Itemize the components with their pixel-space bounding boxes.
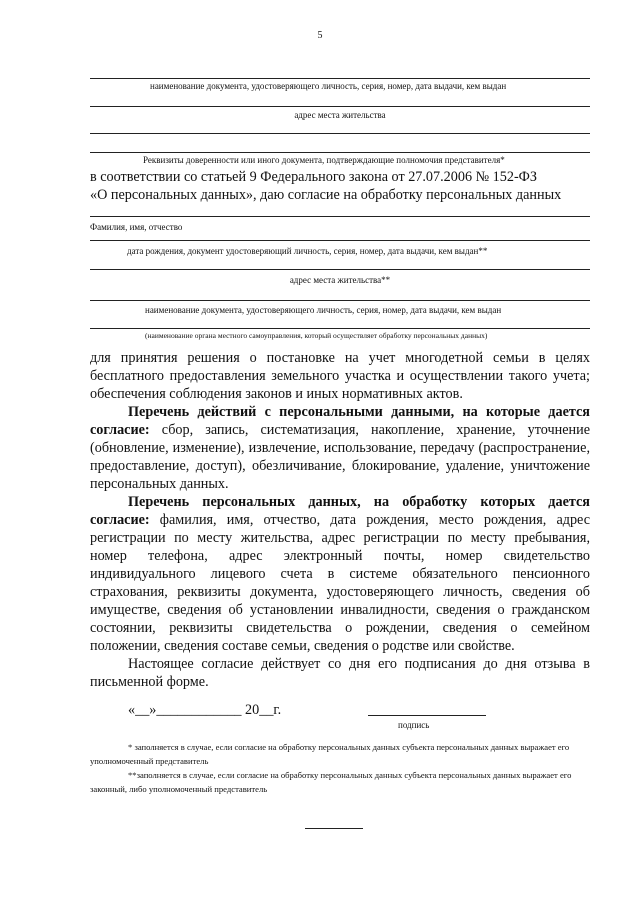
validity-paragraph: Настоящее согласие действует со дня его подписания до дня отзыва в письменной форме. [90, 656, 590, 690]
caption-birth-doc: дата рождения, документ удостоверяющий личность, серия, номер, дата выдачи, кем выдан** [127, 246, 488, 256]
law-line-1: в соответствии со статьей 9 Федерального закона от 27.07.2006 № 152-ФЗ [90, 169, 537, 185]
fill-line [90, 328, 590, 329]
fill-line [90, 133, 590, 134]
law-line-2: «О персональных данных», даю согласие на обработку персональных данных [90, 187, 562, 203]
caption-doc-identity: наименование документа, удостоверяющего личность, серия, номер, дата выдачи, кем выдан [150, 81, 507, 91]
caption-address-2: адрес места жительства** [289, 275, 391, 285]
consent-body [90, 349, 590, 691]
fill-line [90, 216, 590, 217]
fill-line [90, 240, 590, 241]
caption-fio: Фамилия, имя, отчество [90, 222, 183, 232]
fill-line [90, 106, 590, 107]
date-line: «__»____________ 20__г. [128, 702, 282, 718]
caption-address: адрес места жительства [294, 110, 386, 120]
fill-line [90, 152, 590, 153]
actions-heading: Перечень действий с персональными данными, на которые дается согласие: [90, 404, 590, 438]
actions-paragraph [90, 403, 590, 493]
data-heading: Перечень персональных данных, на обработку которых дается согласие: [90, 494, 590, 528]
fill-line [90, 269, 590, 270]
caption-signature: подпись [398, 720, 430, 730]
law-reference [90, 168, 590, 204]
end-line [305, 828, 363, 829]
purpose-paragraph: для принятия решения о постановке на учет многодетной семьи в целях бесплатного предоставления земельного участка и осуществлении такого учета; обеспечения соблюдения законов и иных нормативных актов. [90, 350, 590, 402]
fill-line [90, 78, 590, 79]
caption-doc-identity-2: наименование документа, удостоверяющего личность, серия, номер, дата выдачи, кем выдан [145, 305, 502, 315]
caption-proxy-details: Реквизиты доверенности или иного документа, подтверждающие полномочия представителя* [143, 155, 505, 165]
footnote-1: * заполняется в случае, если согласие на обработку персональных данных субъекта персональных данных выражает его уполномоченный представитель [90, 742, 570, 766]
caption-authority: (наименование органа местного самоуправления, который осуществляет обработку персональных данных) [145, 331, 488, 340]
page-number: 5 [317, 30, 323, 41]
data-list: фамилия, имя, отчество, дата рождения, место рождения, адрес регистрации по месту жительства, адрес регистрации по месту пребывания, номер телефона, адрес электронный почты, номер свидетельство индивидуального лицевого счета в системе обязательного пенсионного страхования, реквизиты документа, удостоверяющего личность, сведения об имуществе, сведения об установлении инвалидности, сведения о гражданском состоянии, реквизиты свидетельства о рождении, сведения о семейном положении, сведения составе семьи, сведения о родстве или свойстве. [90, 512, 590, 654]
fill-line [90, 300, 590, 301]
footnote-2: **заполняется в случае, если согласие на обработку персональных данных субъекта персональных данных выражает его законный, либо уполномоченный представитель [90, 770, 572, 794]
actions-list: сбор, запись, систематизация, накопление, хранение, уточнение (обновление, изменение), извлечение, использование, передачу (распространение, предоставление, доступ), обезличивание, блокирование, удаление, уничтожение персональных данных. [90, 422, 590, 492]
footnotes [90, 740, 590, 796]
data-paragraph [90, 493, 590, 655]
signature-line [368, 715, 486, 716]
